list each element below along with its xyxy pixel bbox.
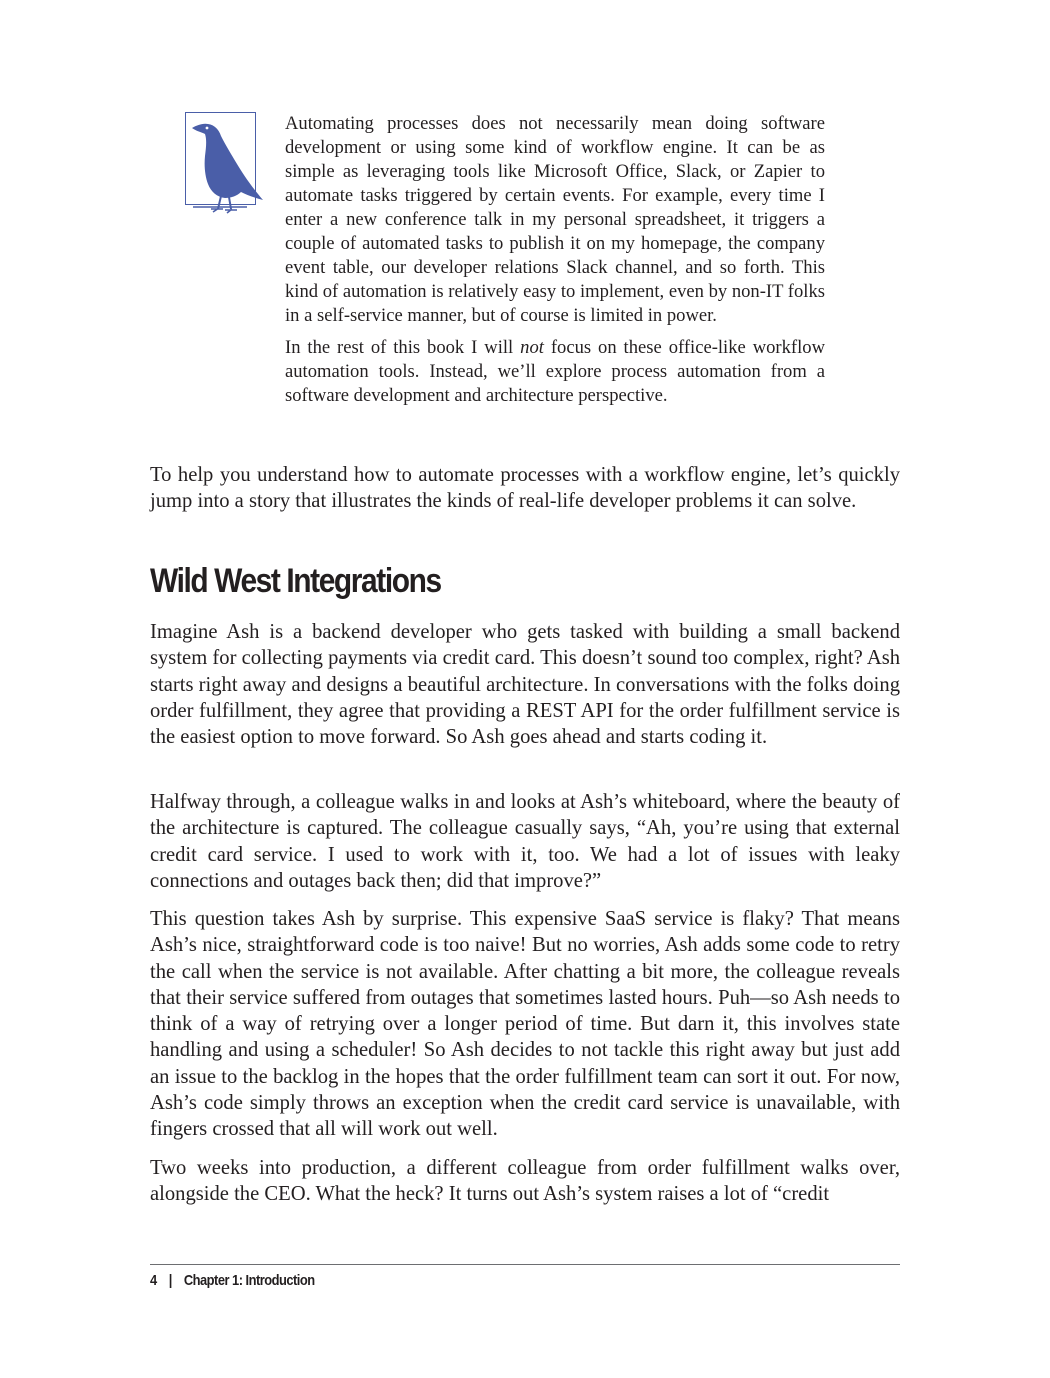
footer-rule <box>150 1264 900 1265</box>
tip-emphasis: not <box>520 337 544 358</box>
tip-paragraph: Automating processes does not necessarily mean doing software development or using some kind of workflow engine. It can be as simple as leveraging tools like Microsoft Office, Slack, or Zapier to automate tasks triggered by certain events. For example, every time I enter a new conference talk in my personal spreadsheet, it triggers a couple of automated tasks to publish it on my homepage, the company event table, our developer relations Slack channel, and so forth. This kind of automation is relatively easy to implement, even by non-IT folks in a self-service manner, but of course is limited in power. <box>285 113 825 326</box>
intro-paragraph: To help you understand how to automate processes with a workflow engine, let’s quickly jump into a story that illustrates the kinds of real-life developer problems it can solve. <box>150 464 900 513</box>
tip-text <box>285 112 825 416</box>
body-paragraph: Halfway through, a colleague walks in and looks at Ash’s whiteboard, where the beauty of the architecture is captured. The colleague casually says, “Ah, you’re using that external credit card service. I used to work with it, too. We had a lot of issues with leaky connections and outages back then; did that improve?” <box>150 791 900 892</box>
footer-separator: | <box>168 1272 172 1289</box>
body-paragraph: Imagine Ash is a backend developer who gets tasked with building a small backend system for collecting payments via credit card. This doesn’t sound too complex, right? Ash starts right away and designs a beautiful architecture. In conversations with the folks doing order fulfillment, they agree that providing a REST API for the order fulfillment service is the easiest option to move forward. So Ash goes ahead and starts coding it. <box>150 621 900 749</box>
tip-text-run: In the rest of this book I will <box>285 337 521 358</box>
chapter-title: Chapter 1: Introduction <box>183 1272 315 1289</box>
tip-paragraph <box>285 336 825 408</box>
section-heading: Wild West Integrations <box>150 562 441 600</box>
body-paragraph: This question takes Ash by surprise. This expensive SaaS service is flaky? That means Ash’s nice, straightforward code is too naive! But no worries, Ash adds some code to retry the call when the service is not available. After chatting a bit more, the colleague reveals that their service suffered from outages that sometimes lasted hours. Puh—so Ash needs to think of a way of retrying over a longer period of time. But darn it, this involves state handling and using a scheduler! So Ash decides to not tackle this right away but just add an issue to the backlog in the hopes that the order fulfillment team can sort it out. For now, Ash’s code simply throws an exception when the credit card service is unavailable, with fingers crossed that all will work out well. <box>150 908 900 1141</box>
running-footer <box>150 1272 315 1289</box>
page-number: 4 <box>150 1272 157 1289</box>
crow-icon <box>185 112 265 214</box>
tip-text-run: focus on these office-like workflow automation tools. Instead, we’ll explore process automation from a software development and architecture perspective. <box>285 337 826 406</box>
body-paragraph: Two weeks into production, a different colleague from order fulfillment walks over, alongside the CEO. What the heck? It turns out Ash’s system raises a lot of “credit <box>150 1157 900 1206</box>
